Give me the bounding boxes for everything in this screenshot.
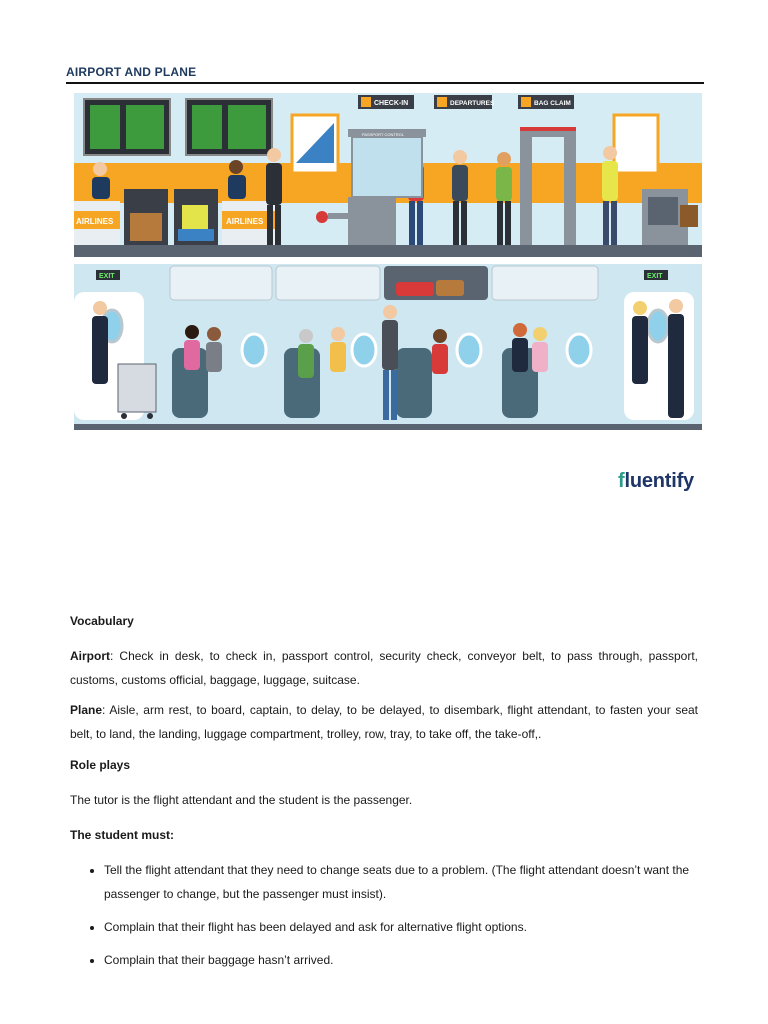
role-plays-heading: Role plays xyxy=(70,758,131,772)
logo-icon: f xyxy=(618,470,625,492)
title-underline xyxy=(66,82,704,84)
list-item: • Complain that their flight has been delayed and ask for alternative flight options. xyxy=(104,915,698,939)
page-title: AIRPORT AND PLANE xyxy=(66,65,197,79)
exit-sign-right: EXIT xyxy=(647,273,663,280)
svg-text:AIRLINES: AIRLINES xyxy=(76,217,114,226)
student-must-heading: The student must: xyxy=(70,828,174,842)
list-item: • Complain that their baggage hasn’t arrived. xyxy=(104,948,698,972)
role-plays-intro: The tutor is the flight attendant and the student is the passenger. xyxy=(70,793,413,807)
bag-claim-sign: BAG CLAIM xyxy=(534,100,571,107)
list-item: • Tell the flight attendant that they need to change seats due to a problem. (The flight attendant doesn’t want the passenger to change, but the passenger must insist). xyxy=(104,858,698,906)
exit-sign-left: EXIT xyxy=(99,273,115,280)
vocabulary-heading: Vocabulary xyxy=(70,614,134,628)
check-in-sign: CHECK-IN xyxy=(374,100,409,107)
task-list xyxy=(70,858,698,972)
lesson-content xyxy=(70,612,698,981)
fluentify-logo: fluentify xyxy=(618,470,694,492)
plane-cabin-illustration xyxy=(74,264,702,430)
airport-illustration xyxy=(74,93,702,257)
airport-vocab: Airport: Check in desk, to check in, passport control, security check, conveyor belt, to pass through, passport, customs, customs official, baggage, luggage, suitcase. xyxy=(70,649,698,687)
departures-sign: DEPARTURES xyxy=(450,100,495,107)
plane-vocab: Plane: Aisle, arm rest, to board, captain, to delay, to be delayed, to disembark, flight attendant, to fasten your seat belt, to land, the landing, luggage compartment, trolley, row, tray, to take off, the take-off,. xyxy=(70,703,698,741)
svg-text:PASSPORT CONTROL: PASSPORT CONTROL xyxy=(362,132,405,137)
svg-text:AIRLINES: AIRLINES xyxy=(226,217,264,226)
